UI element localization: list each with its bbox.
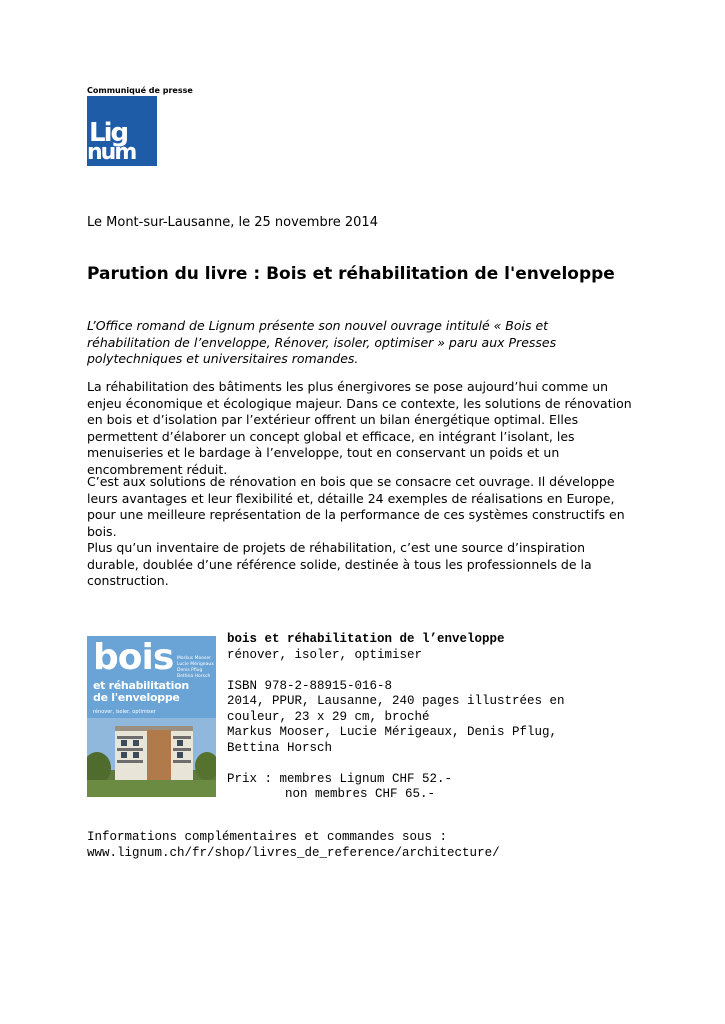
intro-paragraph: L’Office romand de Lignum présente son nouvel ouvrage intitulé « Bois et réhabilitation de l’enveloppe, Rénover, isoler, optimiser » paru aux Presses polytechniques et universitaires romandes.: [87, 318, 557, 366]
footer-line1: Informations complémentaires et commandes sous :: [87, 830, 448, 844]
building-photo: [87, 718, 216, 797]
lignum-logo: [87, 96, 157, 166]
logo-text-line1: Lig: [89, 118, 128, 148]
cover-subtitle: [93, 680, 189, 704]
book-price-line2: non membres CHF 65.-: [285, 787, 436, 801]
book-cover-image: [87, 636, 216, 797]
body-paragraph-1: La réhabilitation des bâtiments les plus énergivores se pose aujourd’hui comme un enjeu économique et écologique majeur. Dans ce contexte, les solutions de rénovation en bois et d’isolation par l’extérieur offrent un bilan énergétique optimal. Elles permettent d’élaborer un concept global et efficace, en intégrant l’isolant, les menuiseries et le bardage à l’enveloppe, tout en conservant un poids et un encombrement réduit.: [87, 379, 632, 477]
book-isbn: ISBN 978-2-88915-016-8: [227, 678, 393, 693]
dateline: Le Mont-sur-Lausanne, le 25 novembre 2014: [87, 215, 378, 230]
cover-author: Bettina Horsch: [177, 674, 211, 679]
cover-title-big: bois: [93, 637, 174, 678]
footer-url[interactable]: www.lignum.ch/fr/shop/livres_de_reference/architecture/: [87, 845, 500, 860]
book-details-line2: couleur, 23 x 29 cm, broché: [227, 709, 430, 724]
press-release-label: Communiqué de presse: [87, 86, 193, 95]
cover-tagline: rénover, isoler, optimiser: [93, 709, 156, 715]
body-paragraph-2b: Plus qu’un inventaire de projets de réhabilitation, c’est une source d’inspiration durable, doublée d’une référence solide, destinée à tous les professionnels de la construction.: [87, 540, 592, 588]
cover-authors: [177, 656, 214, 680]
book-info: [227, 632, 565, 803]
footer-info: [87, 830, 500, 861]
cover-author: Lucie Mérigeaux: [177, 662, 214, 667]
body-paragraph-2a: C’est aux solutions de rénovation en bois que se consacre cet ouvrage. Il développe leurs avantages et leur flexibilité et, détaille 24 exemples de réalisations en Europe, pour une meilleure représentation de la performance de ces systèmes constructifs en bois.: [87, 474, 625, 539]
cover-author: Markus Mooser: [177, 656, 211, 661]
logo-text-line2: num: [87, 140, 136, 165]
cover-author: Denis Pflug: [177, 668, 203, 673]
book-subtitle: rénover, isoler, optimiser: [227, 647, 423, 662]
book-authors-line1: Markus Mooser, Lucie Mérigeaux, Denis Pflug,: [227, 725, 558, 739]
cover-subtitle-line2: de l'enveloppe: [93, 691, 180, 704]
cover-subtitle-line1: et réhabilitation: [93, 679, 189, 692]
book-title: bois et réhabilitation de l’enveloppe: [227, 632, 505, 646]
book-details-line1: 2014, PPUR, Lausanne, 240 pages illustrées en: [227, 694, 565, 708]
book-price-line1: Prix : membres Lignum CHF 52.-: [227, 771, 453, 786]
book-authors-line2: Bettina Horsch: [227, 740, 333, 755]
page-title: Parution du livre : Bois et réhabilitation de l'enveloppe: [87, 264, 615, 284]
body-paragraph-2: [87, 474, 632, 590]
